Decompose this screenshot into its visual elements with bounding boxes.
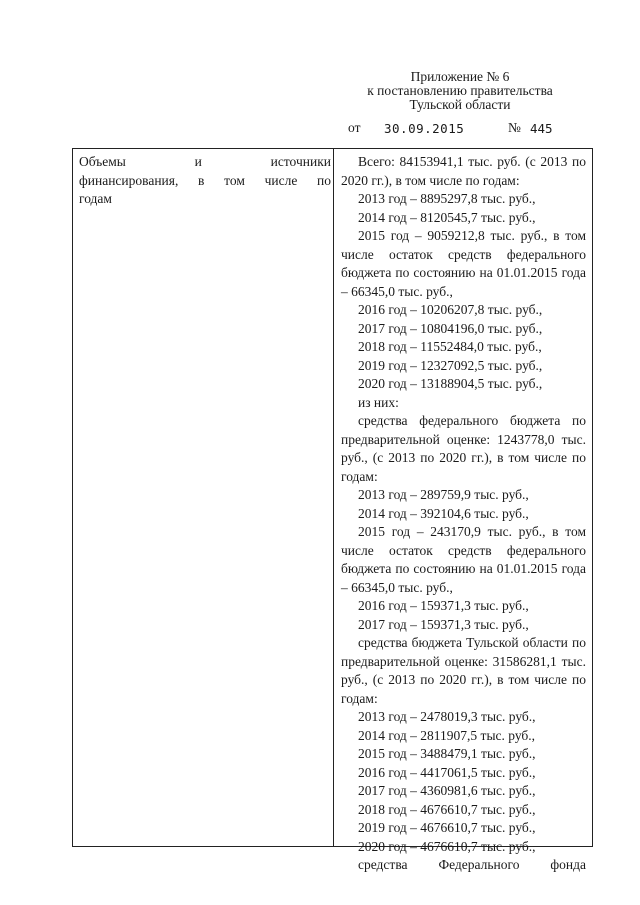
- total-year-line: 2013 год – 8895297,8 тыс. руб.,: [358, 191, 536, 206]
- table-label-cell: [79, 153, 331, 209]
- federal-year-line: 2013 год – 289759,9 тыс. руб.,: [358, 487, 529, 502]
- total-year-line: 2014 год – 8120545,7 тыс. руб.,: [358, 209, 536, 225]
- total-year-line: 2015 год – 9059212,8 тыс. руб., в том числе остаток средств федерального бюджета по состоянию на 01.01.2015 года – 66345,0 тыс. руб.,: [341, 228, 586, 299]
- column-divider: [333, 149, 334, 846]
- regional-year-line: 2020 год – 4676610,7 тыс. руб.,: [358, 838, 536, 854]
- appendix-title: Приложение № 6: [410, 69, 510, 84]
- regional-year-line: 2015 год – 3488479,1 тыс. руб.,: [358, 746, 536, 761]
- federal-year-line: 2014 год – 392104,6 тыс. руб.,: [358, 505, 529, 521]
- regional-year-line: 2014 год – 2811907,5 тыс. руб.,: [358, 727, 536, 743]
- federal-year-line: 2016 год – 159371,3 тыс. руб.,: [358, 598, 529, 613]
- regional-paragraph: средства бюджета Тульской области по предварительной оценке: 31586281,1 тыс. руб., (с 2013 по 2020 гг.), в том числе по годам:: [341, 635, 586, 706]
- total-year-line: 2019 год – 12327092,5 тыс. руб.,: [358, 357, 543, 373]
- federal-paragraph: средства федерального бюджета по предварительной оценке: 1243778,0 тыс. руб., (с 2013 по 2020 гг.), в том числе по годам:: [341, 413, 586, 484]
- regional-year-line: 2013 год – 2478019,3 тыс. руб.,: [358, 709, 536, 724]
- table-value-cell: [341, 153, 586, 875]
- financing-table: [72, 148, 593, 872]
- total-year-line: 2020 год – 13188904,5 тыс. руб.,: [358, 376, 543, 391]
- regional-year-line: 2016 год – 4417061,5 тыс. руб.,: [358, 764, 536, 780]
- regional-year-line: 2018 год – 4676610,7 тыс. руб.,: [358, 801, 536, 817]
- label-line: годам: [79, 191, 112, 206]
- appendix-region: Тульской области: [409, 97, 511, 112]
- date-label: от: [348, 120, 361, 135]
- total-year-line: 2017 год – 10804196,0 тыс. руб.,: [358, 320, 543, 336]
- total-year-line: 2016 год – 10206207,8 тыс. руб.,: [358, 302, 543, 317]
- resolution-number: 445: [530, 121, 553, 136]
- fund-line: средства Федерального фонда: [358, 857, 586, 872]
- total-paragraph: Всего: 84153941,1 тыс. руб. (с 2013 по 2020 гг.), в том числе по годам:: [341, 154, 586, 188]
- federal-year-line: 2015 год – 243170,9 тыс. руб., в том числе остаток средств федерального бюджета по состоянию на 01.01.2015 года – 66345,0 тыс. руб.,: [341, 524, 586, 595]
- regional-year-line: 2017 год – 4360981,6 тыс. руб.,: [358, 783, 536, 798]
- label-line: финансирования, в том числе по: [79, 172, 331, 188]
- federal-year-line: 2017 год – 159371,3 тыс. руб.,: [358, 616, 529, 632]
- appendix-subtitle: к постановлению правительства: [367, 83, 553, 98]
- label-line: Объемы и источники: [79, 154, 331, 169]
- total-year-line: 2018 год – 11552484,0 тыс. руб.,: [358, 339, 542, 354]
- number-label: №: [508, 120, 521, 135]
- resolution-date: 30.09.2015: [384, 121, 465, 136]
- of-them-line: из них:: [358, 394, 399, 410]
- regional-year-line: 2019 год – 4676610,7 тыс. руб.,: [358, 820, 536, 835]
- appendix-header: [330, 70, 590, 112]
